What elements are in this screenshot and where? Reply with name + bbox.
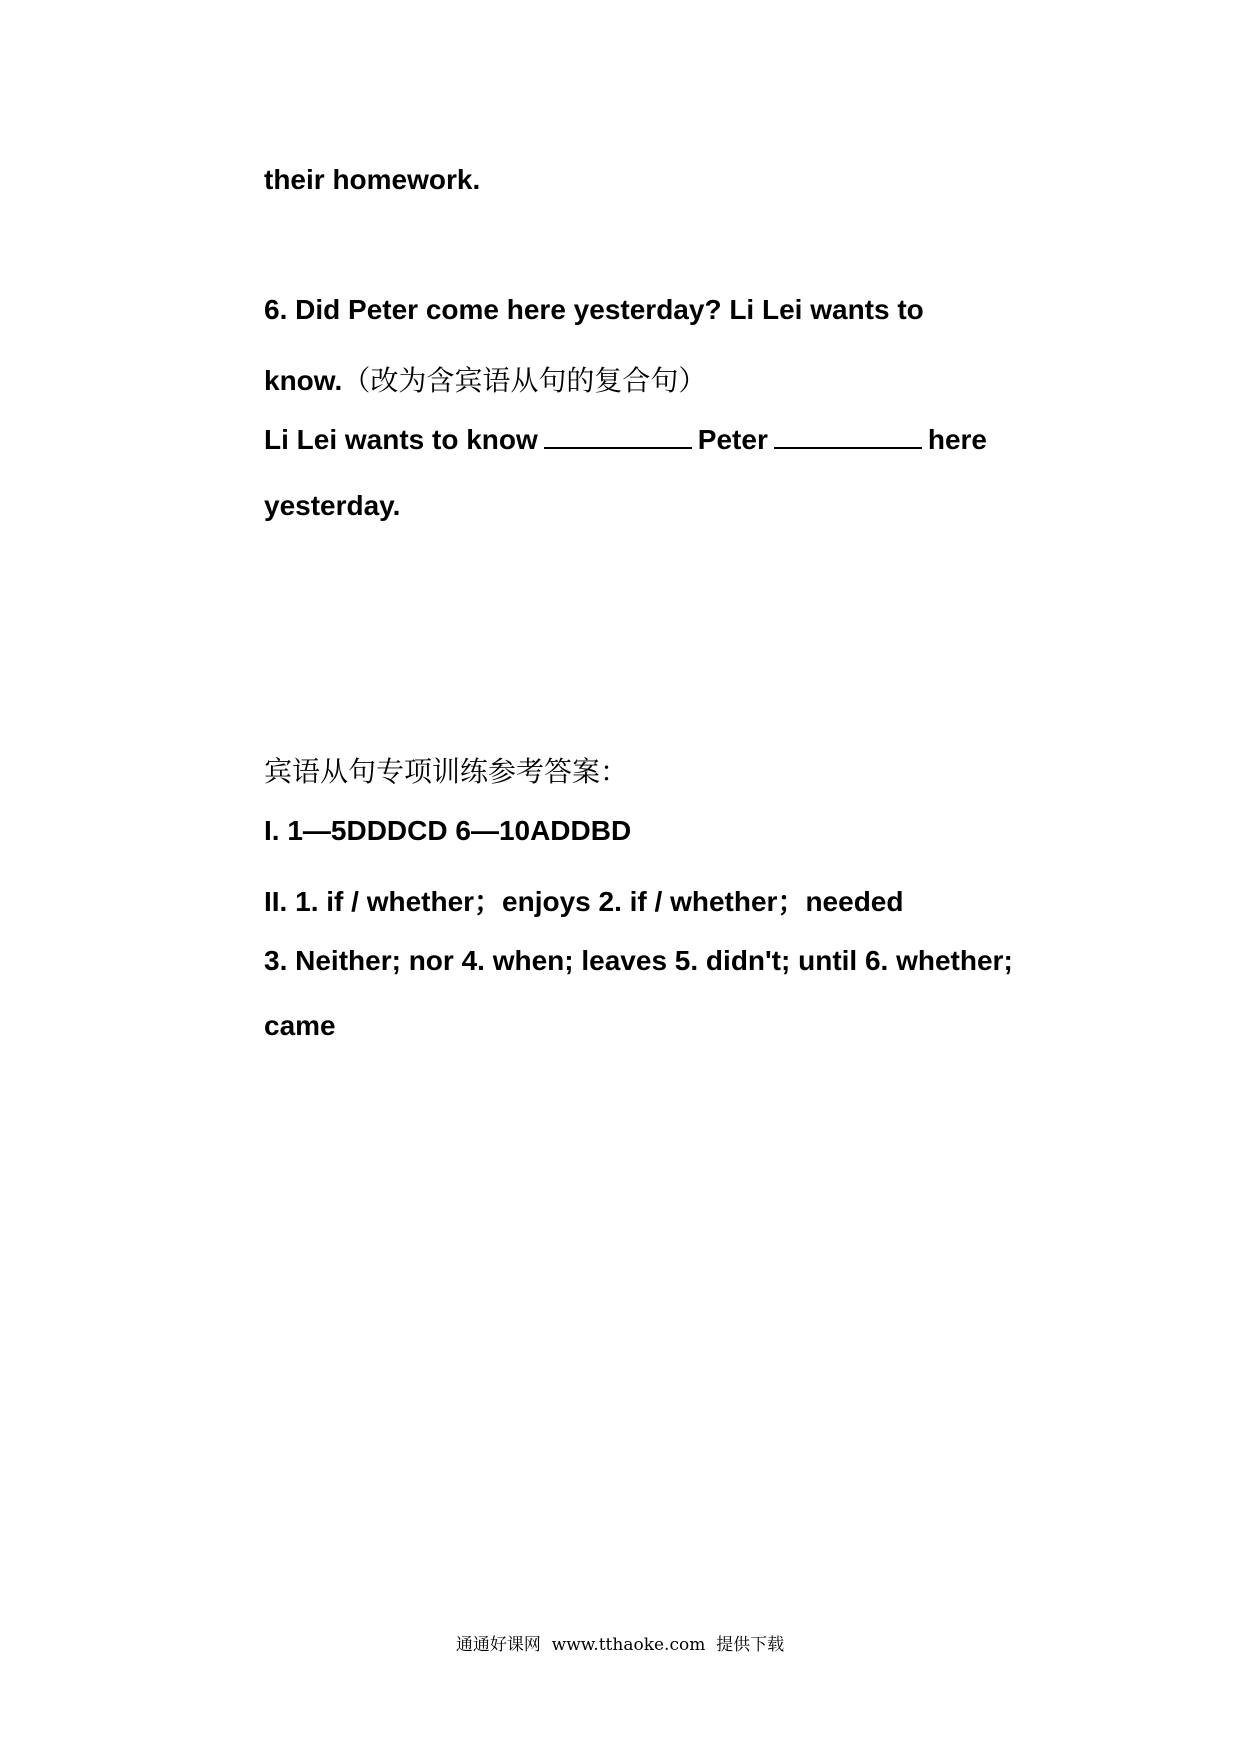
answers-heading: 宾语从句专项训练参考答案：	[264, 755, 629, 788]
question-6-instruction: （改为含宾语从句的复合句）	[342, 364, 707, 397]
page-footer: 通通好课网 www.tthaoke.com 提供下载	[455, 1635, 785, 1655]
answers-line-1: I. 1—5DDDCD 6—10ADDBD	[264, 815, 632, 846]
answer-middle: Peter	[697, 424, 768, 455]
answer-suffix: here	[927, 424, 987, 455]
question-6-line-2	[264, 359, 706, 399]
question-6-end: yesterday.	[264, 490, 401, 521]
answers-line-2: II. 1. if / whether；enjoys 2. if / whether；needed	[264, 886, 904, 917]
answer-prefix: Li Lei wants to know	[264, 424, 538, 455]
question-6-know: know.	[264, 365, 343, 396]
continuation-text: their homework.	[264, 164, 481, 195]
question-6-line-1: 6. Did Peter come here yesterday? Li Lei wants to	[264, 294, 924, 325]
question-6-answer-line	[264, 424, 987, 456]
blank-1[interactable]	[544, 425, 692, 449]
blank-2[interactable]	[774, 425, 922, 449]
answers-line-3: 3. Neither; nor 4. when; leaves 5. didn't; until 6. whether;	[264, 945, 1013, 976]
answers-line-4: came	[264, 1010, 336, 1041]
